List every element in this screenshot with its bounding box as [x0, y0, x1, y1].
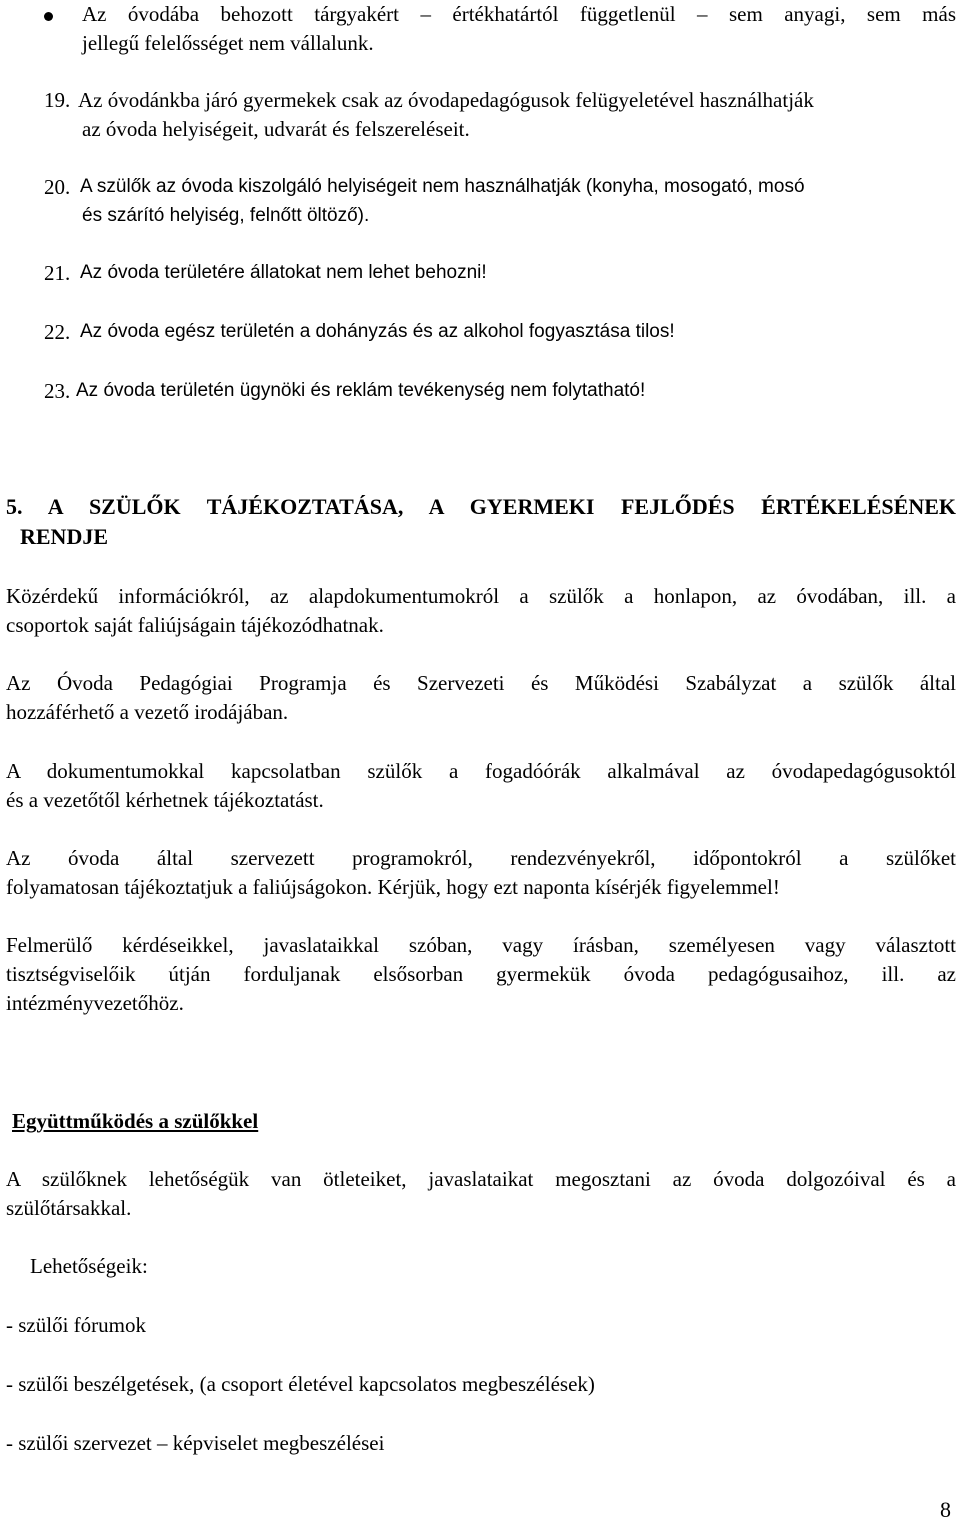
paragraph-line: szülőtársakkal.	[6, 1196, 132, 1220]
paragraph-line: csoportok saját faliújságain tájékozódhatnak.	[6, 613, 384, 637]
paragraph-line: és a vezetőtől kérhetnek tájékoztatást.	[6, 788, 324, 812]
options-label: Lehetőségeik:	[30, 1254, 148, 1278]
rule-number: 20.	[44, 175, 71, 199]
cooperation-heading: Együttműködés a szülőkkel	[12, 1109, 259, 1133]
rule-text-cont: és szárító helyiség, felnőtt öltöző).	[82, 205, 370, 226]
rule-text: Az óvoda egész területén a dohányzás és az alkohol fogyasztása tilos!	[80, 321, 675, 342]
bullet-line-1: Az óvodába behozott tárgyakért – értékhatártól függetlenül – sem anyagi, sem más	[82, 2, 956, 26]
list-item: - szülői beszélgetések, (a csoport életével kapcsolatos megbeszélések)	[6, 1372, 595, 1396]
section-heading-line-2: RENDJE	[20, 524, 109, 549]
paragraph-line: Az óvoda által szervezett programokról, rendezvényekről, időpontokról a szülőket	[6, 846, 956, 870]
rule-text: Az óvoda területére állatokat nem lehet behozni!	[80, 262, 487, 283]
paragraph-line: tisztségviselőik útján forduljanak elsősorban gyermekük óvoda pedagógusaihoz, ill. az	[6, 962, 956, 986]
list-item: - szülői fórumok	[6, 1313, 146, 1337]
paragraph-line: Felmerülő kérdéseikkel, javaslataikkal szóban, vagy írásban, személyesen vagy választott	[6, 933, 956, 957]
paragraph-line: A dokumentumokkal kapcsolatban szülők a fogadóórák alkalmával az óvodapedagógusoktól	[6, 759, 956, 783]
section-heading-line-1: 5. A SZÜLŐK TÁJÉKOZTATÁSA, A GYERMEKI FEJLŐDÉS ÉRTÉKELÉSÉNEK	[6, 494, 956, 519]
bullet-line-2: jellegű felelősséget nem vállalunk.	[82, 31, 374, 55]
paragraph-line: hozzáférhető a vezető irodájában.	[6, 700, 289, 724]
page-number: 8	[940, 1497, 951, 1522]
paragraph-line: Az Óvoda Pedagógiai Programja és Szervezeti és Működési Szabályzat a szülők által	[6, 671, 956, 695]
paragraph-line: folyamatosan tájékoztatjuk a faliújságokon. Kérjük, hogy ezt naponta kísérjék figyelemmel!	[6, 875, 780, 899]
bullet-icon	[44, 12, 53, 21]
paragraph-line: A szülőknek lehetőségük van ötleteiket, javaslataikat megosztani az óvoda dolgozóival és a	[6, 1167, 956, 1191]
rule-text-cont: az óvoda helyiségeit, udvarát és felszereléseit.	[82, 117, 470, 141]
list-item: - szülői szervezet – képviselet megbeszélései	[6, 1431, 385, 1455]
rule-number: 19.	[44, 88, 71, 112]
rule-number: 22.	[44, 320, 71, 344]
rule-text: Az óvodánkba járó gyermekek csak az óvodapedagógusok felügyeletével használhatják	[78, 88, 814, 112]
paragraph-line: intézményvezetőhöz.	[6, 991, 184, 1015]
paragraph-line: Közérdekű információkról, az alapdokumentumokról a szülők a honlapon, az óvodában, ill. a	[6, 584, 956, 608]
rule-text: A szülők az óvoda kiszolgáló helyiségeit nem használhatják (konyha, mosogató, mosó	[80, 176, 805, 197]
rule-number: 21.	[44, 261, 71, 285]
rule-number: 23.	[44, 379, 71, 403]
rule-text: Az óvoda területén ügynöki és reklám tevékenység nem folytatható!	[76, 380, 646, 401]
